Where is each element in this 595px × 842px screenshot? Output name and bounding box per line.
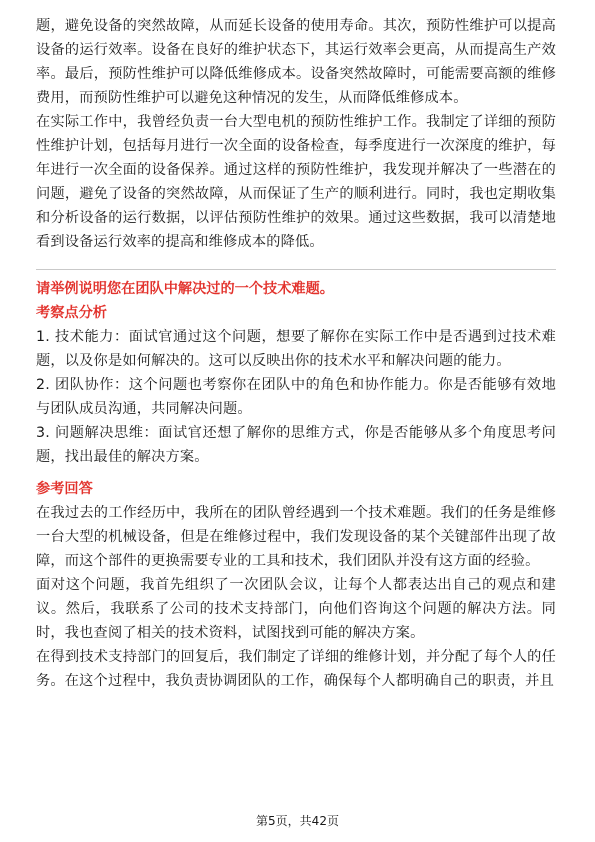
reference-paragraph: 面对这个问题，我首先组织了一次团队会议，让每个人都表达出自己的观点和建议。然后，我联系了公司的技术支持部门，向他们咨询这个问题的解决方法。同时，我也查阅了相关的技术资料，试图找到可能的解决方案。 [36,577,556,641]
analysis-item: 3. 问题解决思维：面试官还想了解你的思维方式，你是否能够从多个角度思考问题，找出最佳的解决方案。 [36,425,556,465]
question-heading: 请举例说明您在团队中解决过的一个技术难题。 [36,281,334,297]
reference-title: 参考回答 [36,481,93,497]
document-page [36,14,556,693]
page-number: 第5页，共42页 [256,814,339,828]
body-paragraph: 题，避免设备的突然故障，从而延长设备的使用寿命。其次，预防性维护可以提高设备的运行效率。设备在良好的维护状态下，其运行效率会更高，从而提高生产效率。最后，预防性维护可以降低维修成本。设备突然故障时，可能需要高额的维修费用，而预防性维护可以避免这种情况的发生，从而降低维修成本。 [36,18,556,106]
body-paragraph: 在实际工作中，我曾经负责一台大型电机的预防性维护工作。我制定了详细的预防性维护计划，包括每月进行一次全面的设备检查，每季度进行一次深度的维护，每年进行一次全面的设备保养。通过这样的预防性维护，我发现并解决了一些潜在的问题，避免了设备的突然故障，从而保证了生产的顺利进行。同时，我也定期收集和分析设备的运行数据，以评估预防性维护的效果。通过这些数据，我可以清楚地看到设备运行效率的提高和维修成本的降低。 [36,114,556,250]
section-divider [36,269,556,270]
analysis-item: 2. 团队协作：这个问题也考察你在团队中的角色和协作能力。你是否能够有效地与团队成员沟通，共同解决问题。 [36,377,556,417]
analysis-title: 考察点分析 [36,305,107,321]
analysis-item: 1. 技术能力：面试官通过这个问题，想要了解你在实际工作中是否遇到过技术难题，以及你是如何解决的。这可以反映出你的技术水平和解决问题的能力。 [36,329,556,369]
reference-paragraph: 在得到技术支持部门的回复后，我们制定了详细的维修计划，并分配了每个人的任务。在这个过程中，我负责协调团队的工作，确保每个人都明确自己的职责，并且 [36,649,556,689]
reference-paragraph: 在我过去的工作经历中，我所在的团队曾经遇到一个技术难题。我们的任务是维修一台大型的机械设备，但是在维修过程中，我们发现设备的某个关键部件出现了故障，而这个部件的更换需要专业的工具和技术，我们团队并没有这方面的经验。 [36,505,556,569]
spacer [36,469,556,477]
